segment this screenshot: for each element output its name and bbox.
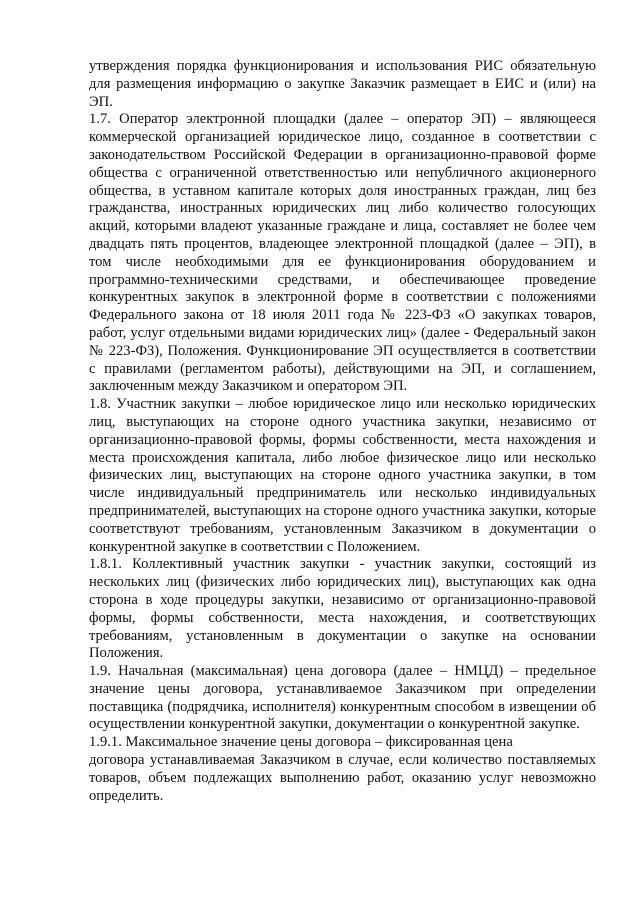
paragraph-1-9-nmcd: 1.9. Начальная (максимальная) цена договора (далее – НМЦД) – предельное значение цены договора, устанавливаемое Заказчиком при определении поставщика (подрядчика, исполнителя) конкурентным способом в извещении об осуществлении конкурентной закупки, документации о конкурентной закупке.	[89, 663, 596, 733]
paragraph-1-9-1-max-price: 1.9.1. Максимальное значение цены договора – фиксированная цена	[89, 734, 513, 751]
paragraph-ris-continuation: утверждения порядка функционирования и использования РИС обязательную для размещения информацию о закупке Заказчик размещает в ЕИС и (или) на ЭП.	[89, 58, 596, 110]
paragraph-1-9-1-continuation: договора устанавливаемая Заказчиком в случае, если количество поставляемых товаров, объем подлежащих выполнению работ, оказанию услуг невозможно определить.	[89, 752, 596, 804]
paragraph-1-8-participant: 1.8. Участник закупки – любое юридическое лицо или несколько юридических лиц, выступающих на стороне одного участника закупки, независимо от организационно-правовой формы, формы собственности, места нахождения и места происхождения капитала, либо любое физическое лицо или несколько физических лиц, выступающих на стороне одного участника закупки, в том числе индивидуальный предприниматель или несколько индивидуальных предпринимателей, выступающих на стороне одного участника закупки, которые соответствуют требованиям, установленным Заказчиком в документации о конкурентной закупке в соответствии с Положением.	[89, 396, 596, 555]
paragraph-1-7-operator-ep: 1.7. Оператор электронной площадки (далее – оператор ЭП) – являющееся коммерческой организацией юридическое лицо, созданное в соответствии с законодательством Российской Федерации в организационно-правовой форме общества с ограниченной ответственностью или непубличного акционерного общества, в уставном капитале которых доля иностранных граждан, лиц без гражданства, иностранных юридических лиц либо количество голосующих акций, которыми владеют указанные граждане и лица, составляет не более чем двадцать пять процентов, владеющее электронной площадкой (далее – ЭП), в том числе необходимыми для ее функционирования оборудованием и программно-техническими средствами, и обеспечивающее проведение конкурентных закупок в электронной форме в соответствии с положениями Федерального закона от 18 июля 2011 года № 223-ФЗ «О закупках товаров, работ, услуг отдельными видами юридических лиц» (далее - Федеральный закон № 223-ФЗ), Положения. Функционирование ЭП осуществляется в соответствии с правилами (регламентом работы), действующими на ЭП, и соглашением, заключенным между Заказчиком и оператором ЭП.	[89, 111, 596, 395]
paragraph-1-8-1-collective-participant: 1.8.1. Коллективный участник закупки - участник закупки, состоящий из нескольких лиц (физических либо юридических лиц), выступающих как одна сторона в ходе процедуры закупки, независимо от организационно-правовой формы, формы собственности, места нахождения, и соответствующих требованиям, установленным в документации о закупке на основании Положения.	[89, 556, 596, 662]
document-page	[89, 58, 596, 805]
